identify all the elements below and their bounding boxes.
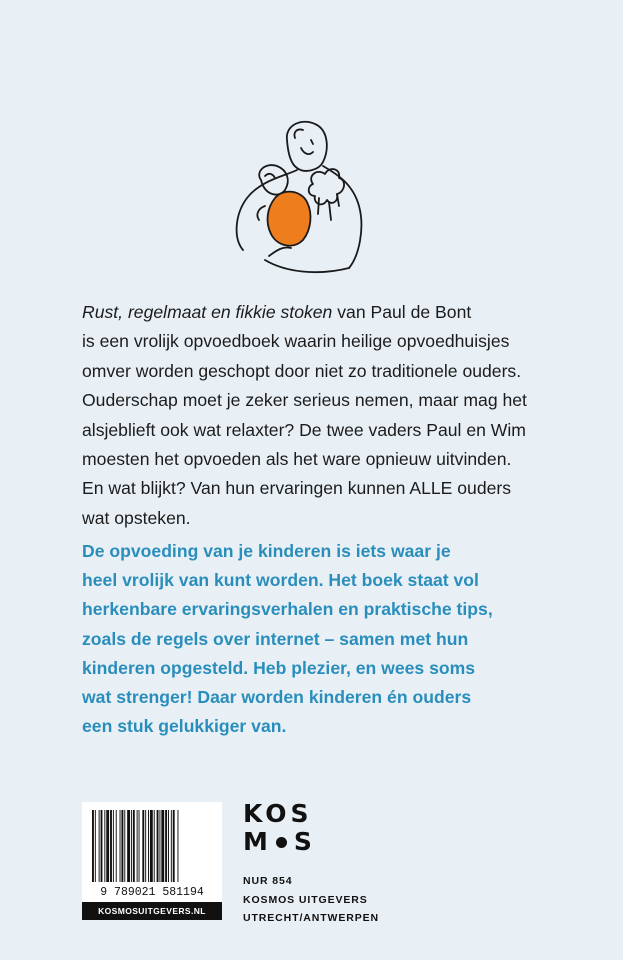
- barcode-bar: [104, 810, 105, 882]
- barcode-bar: [133, 810, 135, 882]
- blurb-line: alsjeblieft ook wat relaxter? De twee vaders Paul en Wim: [82, 419, 526, 440]
- barcode-bar: [101, 810, 103, 882]
- pitch-line: kinderen opgesteld. Heb plezier, en wees soms: [82, 657, 476, 678]
- isbn-number: 9 789021 581194: [100, 886, 204, 899]
- pitch-line: De opvoeding van je kinderen is iets waar je: [82, 541, 451, 561]
- barcode-bar: [110, 810, 112, 882]
- barcode-bar: [124, 810, 125, 882]
- barcode-bar: [116, 810, 117, 882]
- barcode-bar: [178, 810, 179, 882]
- logo-letter-s: S: [293, 827, 316, 856]
- blurb-line: omver worden geschopt door niet zo traditionele ouders.: [82, 360, 522, 381]
- barcode-bar: [113, 810, 114, 882]
- blurb-line-1: Rust, regelmaat en fikkie stoken van Paul de Bont: [82, 302, 472, 322]
- blurb-line: is een vrolijk opvoedboek waarin heilige opvoedhuisjes: [82, 331, 510, 352]
- pitch-line: heel vrolijk van kunt worden. Het boek staat vol: [82, 570, 479, 591]
- pitch-line: herkenbare ervaringsverhalen en praktische tips,: [82, 599, 493, 620]
- logo-dot-icon: [276, 837, 287, 848]
- nur-code: NUR 854: [243, 875, 293, 887]
- barcode-bar: [106, 810, 109, 882]
- barcode-bars: [82, 802, 222, 902]
- barcode-bar: [159, 810, 160, 882]
- pitch-line: wat strenger! Daar worden kinderen én ouders: [82, 687, 472, 708]
- book-title: Rust, regelmaat en fikkie stoken: [82, 302, 333, 322]
- logo-letter-m: M: [243, 827, 272, 856]
- barcode-bar: [127, 810, 130, 882]
- publisher-website: KOSMOSUITGEVERS.NL: [82, 902, 222, 920]
- barcode-bar: [92, 810, 94, 882]
- barcode-bar: [99, 810, 100, 882]
- barcode-bar: [131, 810, 132, 882]
- barcode-bar: [171, 810, 172, 882]
- blurb-line: En wat blijkt? Van hun ervaringen kunnen ALLE ouders: [82, 478, 512, 499]
- barcode-bar: [154, 810, 155, 882]
- barcode-bar: [161, 810, 164, 882]
- blurb-line: wat opsteken.: [82, 507, 191, 528]
- barcode-bar: [120, 810, 121, 882]
- barcode-bar: [148, 810, 149, 882]
- publisher-name: KOSMOS UITGEVERS: [243, 893, 368, 906]
- father-holding-baby-illustration: [225, 110, 390, 290]
- barcode-bar: [168, 810, 169, 882]
- barcode-bar: [142, 810, 144, 882]
- publisher-cities: UTRECHT/ANTWERPEN: [243, 912, 380, 924]
- barcode-bar: [139, 810, 140, 882]
- pitch-line: een stuk gelukkiger van.: [82, 716, 287, 737]
- barcode-bar: [137, 810, 138, 882]
- barcode-bar: [95, 810, 96, 882]
- logo-line-1: KOS: [243, 799, 313, 828]
- barcode-bar: [121, 810, 123, 882]
- blurb-line: moesten het opvoeden als het ware opnieuw uitvinden.: [82, 449, 512, 470]
- barcode-bar: [173, 810, 175, 882]
- barcode-bar: [150, 810, 153, 882]
- kosmos-logo: [243, 800, 323, 856]
- back-cover-pitch: [82, 537, 552, 741]
- barcode-bar: [165, 810, 167, 882]
- back-cover-blurb: [82, 298, 552, 533]
- blurb-line: Ouderschap moet je zeker serieus nemen, maar mag het: [82, 390, 527, 411]
- pitch-line: zoals de regels over internet – samen met hun: [82, 628, 469, 649]
- barcode-bar: [157, 810, 159, 882]
- isbn-barcode: [82, 802, 222, 920]
- barcode-bar: [145, 810, 146, 882]
- publisher-info: [243, 872, 379, 928]
